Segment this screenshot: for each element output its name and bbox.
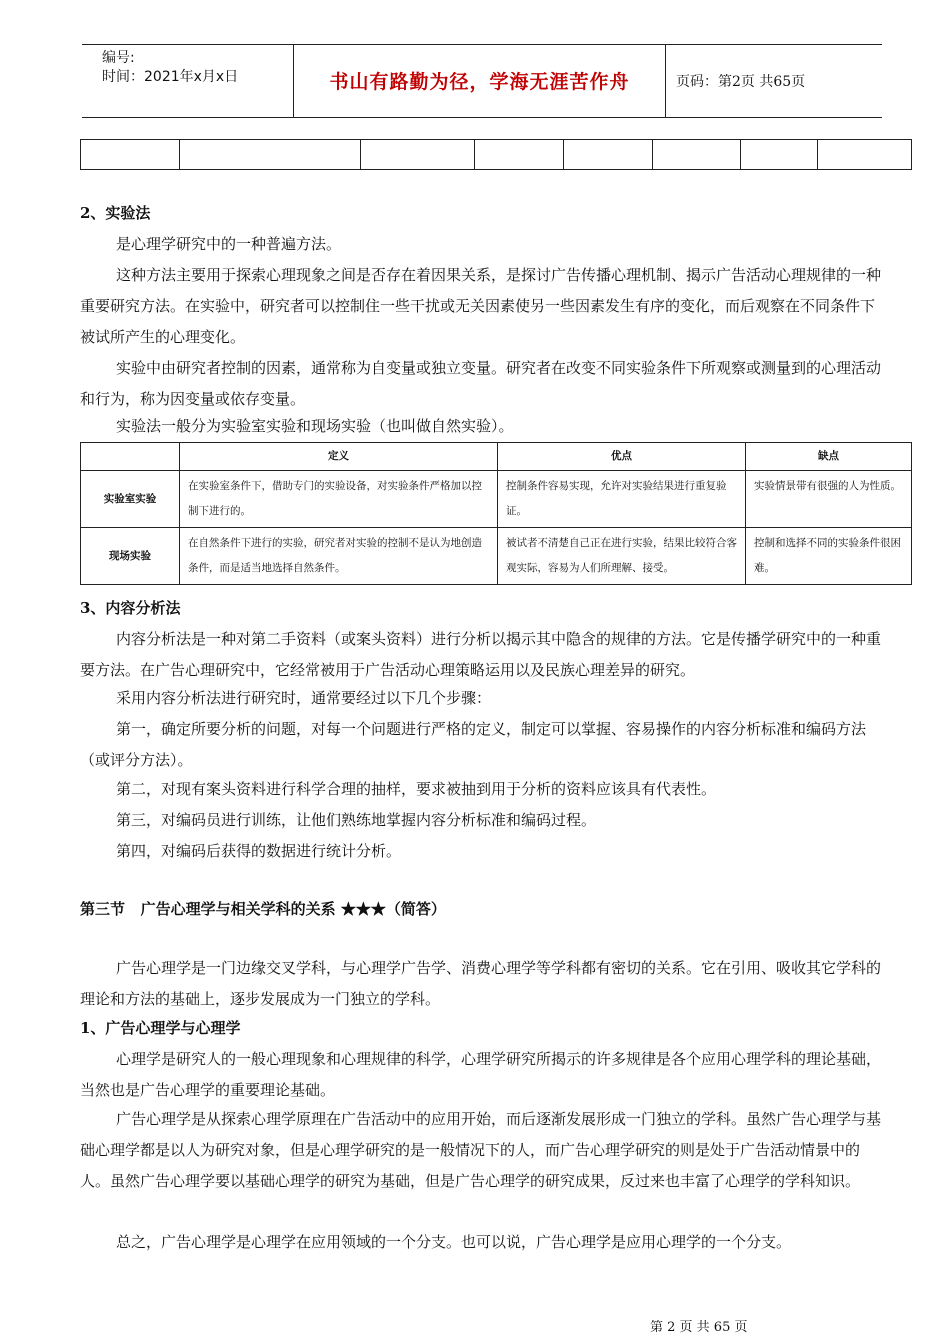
row-header: 现场实验 xyxy=(81,528,180,585)
table-header-cell: 优点 xyxy=(498,443,746,471)
table-row xyxy=(81,471,912,528)
empty-cell xyxy=(361,140,475,170)
table-row xyxy=(81,528,912,585)
table-cell-definition: 在实验室条件下，借助专门的实验设备，对实验条件严格加以控制下进行的。 xyxy=(180,471,498,528)
paragraph: 广告心理学是从探索心理学原理在广告活动中的应用开始，而后逐渐发展形成一门独立的学科。虽然广告心理学与基础心理学都是以人为研究对象，但是心理学研究的是一般情况下的人，而广告心理学研究的则是处于广告活动情景中的人。虽然广告心理学要以基础心理学的研究为基础，但是广告心理学的研究成果，反过来也丰富了心理学的学科知识。 xyxy=(80,1110,882,1190)
table-header-row xyxy=(81,443,912,471)
section-heading-content-analysis: 3、内容分析法 xyxy=(80,599,181,617)
paragraph: 实验中由研究者控制的因素，通常称为自变量或独立变量。研究者在改变不同实验条件下所观察或测量到的心理活动和行为，称为因变量或依存变量。 xyxy=(80,359,882,408)
paragraph: 第二，对现有案头资料进行科学合理的抽样，要求被抽到用于分析的资料应该具有代表性。 xyxy=(116,780,717,798)
empty-cell xyxy=(818,140,912,170)
table-header-cell xyxy=(81,443,180,471)
table-cell-disadvantage: 控制和选择不同的实验条件很困难。 xyxy=(746,528,912,585)
empty-table-row xyxy=(80,139,912,170)
header-number: 编号: xyxy=(102,50,135,66)
paragraph: 第四，对编码后获得的数据进行统计分析。 xyxy=(116,842,402,860)
table-cell-definition: 在自然条件下进行的实验，研究者对实验的控制不是认为地创造条件，而是适当地选择自然条件。 xyxy=(180,528,498,585)
paragraph: 第三，对编码员进行训练，让他们熟练地掌握内容分析标准和编码过程。 xyxy=(116,811,597,829)
paragraph: 是心理学研究中的一种普遍方法。 xyxy=(116,235,342,253)
empty-cell xyxy=(180,140,361,170)
header-motto: 书山有路勤为径，学海无涯苦作舟 xyxy=(329,71,630,93)
empty-cell xyxy=(564,140,653,170)
header-page-info: 页码：第2页 共65页 xyxy=(676,74,806,90)
table-header-cell: 缺点 xyxy=(746,443,912,471)
paragraph: 内容分析法是一种对第二手资料（或案头资料）进行分析以揭示其中隐含的规律的方法。它是传播学研究中的一种重要方法。在广告心理研究中，它经常被用于广告活动心理策略运用以及民族心理差异的研究。 xyxy=(80,630,882,679)
paragraph: 总之，广告心理学是心理学在应用领域的一个分支。也可以说，广告心理学是应用心理学的一个分支。 xyxy=(116,1233,792,1251)
section-title: 第三节 广告心理学与相关学科的关系 ★★★（简答） xyxy=(80,900,446,918)
section-heading-experiment: 2、实验法 xyxy=(80,204,151,222)
paragraph: 第一，确定所要分析的问题，对每一个问题进行严格的定义，制定可以掌握、容易操作的内容分析标准和编码方法（或评分方法）。 xyxy=(80,720,867,769)
paragraph: 广告心理学是一门边缘交叉学科，与心理学广告学、消费心理学等学科都有密切的关系。它在引用、吸收其它学科的理论和方法的基础上，逐步发展成为一门独立的学科。 xyxy=(80,959,882,1008)
page-header xyxy=(82,44,882,118)
header-meta xyxy=(102,49,238,87)
empty-cell xyxy=(741,140,818,170)
header-divider xyxy=(665,45,666,117)
header-time: 时间：2021年x月x日 xyxy=(102,69,239,85)
table-cell-advantage: 控制条件容易实现，允许对实验结果进行重复验证。 xyxy=(498,471,746,528)
paragraph: 这种方法主要用于探索心理现象之间是否存在着因果关系，是探讨广告传播心理机制、揭示广告活动心理规律的一种重要研究方法。在实验中，研究者可以控制住一些干扰或无关因素使另一些因素发生有序的变化，而后观察在不同条件下被试所产生的心理变化。 xyxy=(80,266,882,346)
row-header: 实验室实验 xyxy=(81,471,180,528)
empty-cell xyxy=(81,140,180,170)
subsection-heading: 1、广告心理学与心理学 xyxy=(80,1019,241,1037)
table-cell-advantage: 被试者不清楚自己正在进行实验，结果比较符合客观实际，容易为人们所理解、接受。 xyxy=(498,528,746,585)
paragraph: 心理学是研究人的一般心理现象和心理规律的科学，心理学研究所揭示的许多规律是各个应用心理学科的理论基础，当然也是广告心理学的重要理论基础。 xyxy=(80,1050,882,1099)
experiment-comparison-table xyxy=(80,442,912,585)
page-footer: 第 2 页 共 65 页 xyxy=(650,1320,748,1335)
table-header-cell: 定义 xyxy=(180,443,498,471)
table-cell-disadvantage: 实验情景带有很强的人为性质。 xyxy=(746,471,912,528)
paragraph: 实验法一般分为实验室实验和现场实验（也叫做自然实验）。 xyxy=(116,417,514,435)
empty-cell xyxy=(653,140,741,170)
empty-cell xyxy=(475,140,564,170)
paragraph: 采用内容分析法进行研究时，通常要经过以下几个步骤： xyxy=(116,689,492,707)
